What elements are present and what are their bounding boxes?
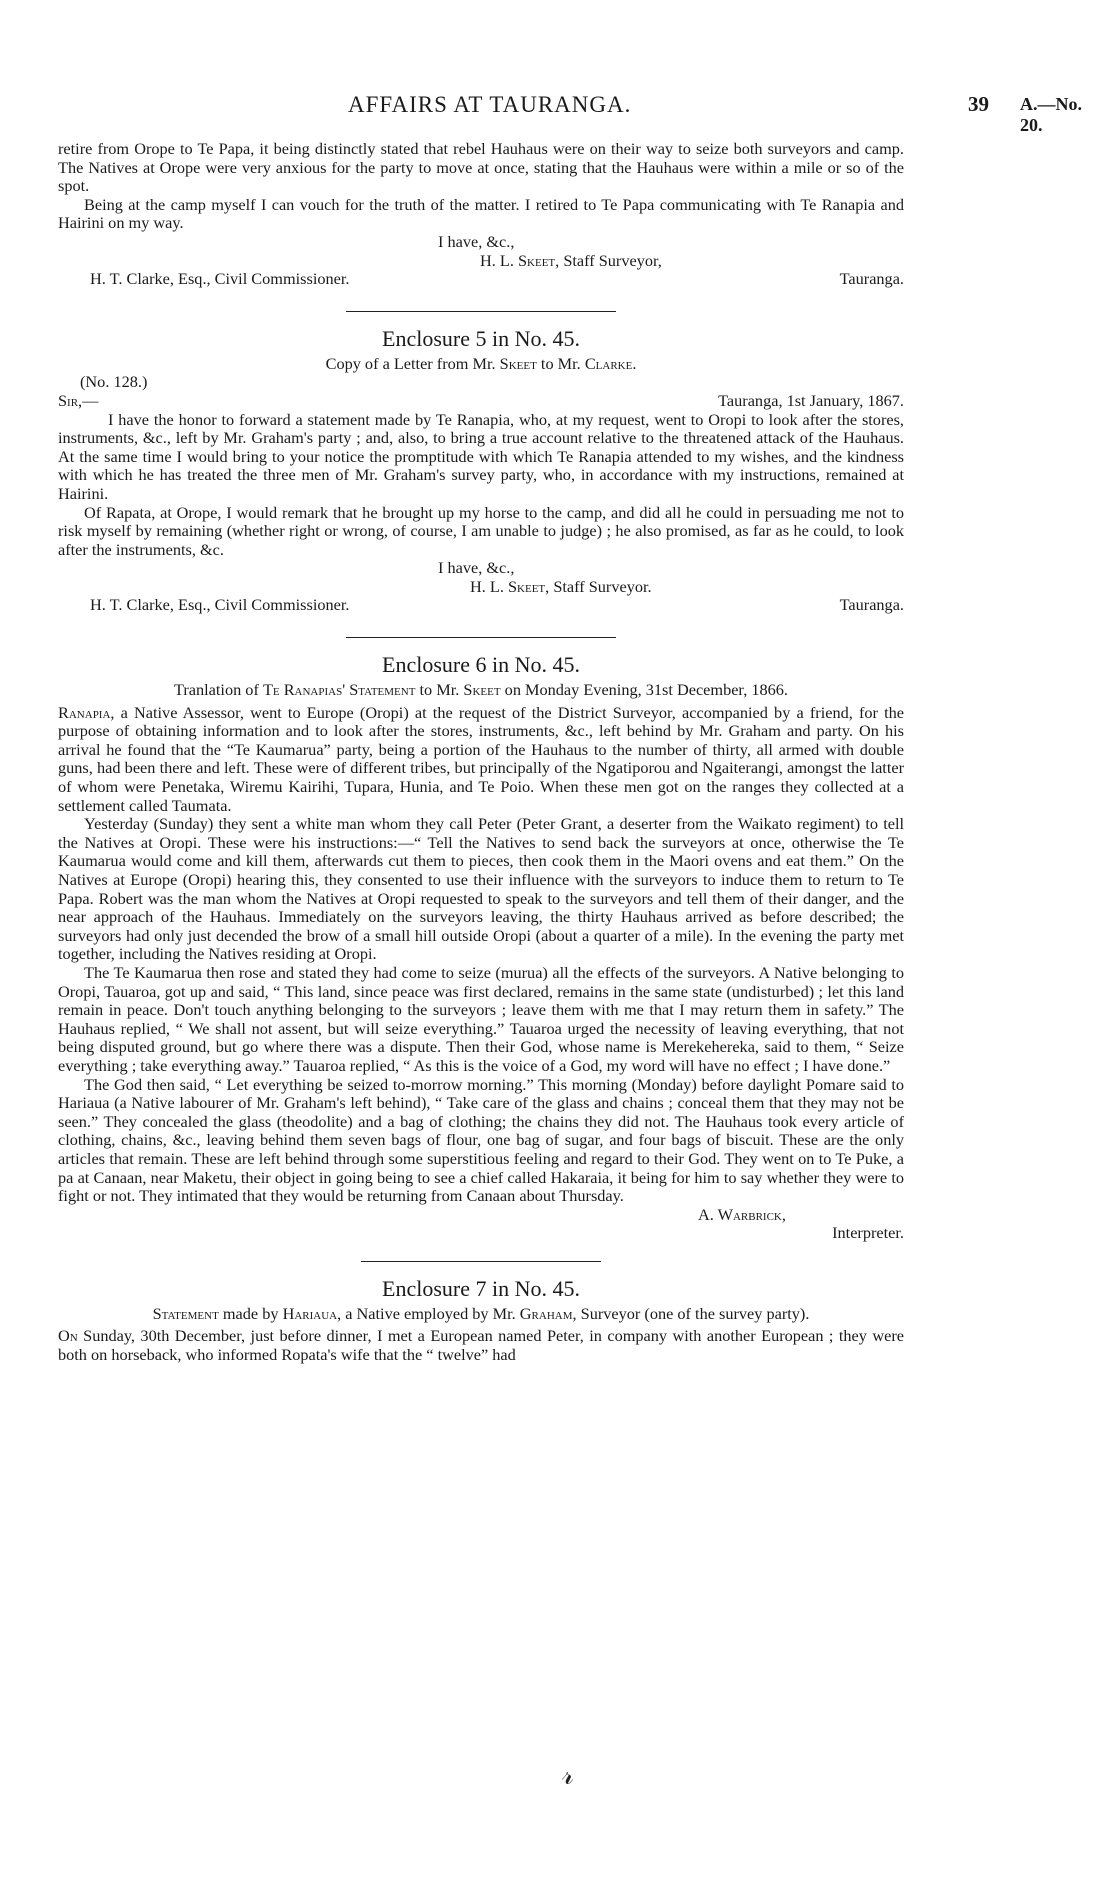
addressee-line [58,596,904,615]
enclosure-subtitle: Statement made by Hariaua, a Native employed by Mr. Graham, Surveyor (one of the survey party). [152,1303,810,1323]
paragraph: The God then said, “ Let everything be seized to-morrow morning.” This morning (Monday) before daylight Pomare said to Hariaua (a Native labourer of Mr. Graham's left behind), “ Take care of the glass and chains ; conceal them that they may not be seen.” They concealed the glass (theodolite) and a bag of clothing; the chains they did not. The Hauhaus took every article of clothing, chains, &c., leaving behind them seven bags of flour, one bag of sugar, and four bags of biscuit. These are the only articles that remain. These are left behind through some superstitious feeling and regard to their God. They went on to Te Puke, a pa at Canaan, near Maketu, their object in going being to see a chief called Hakaraia, it being for him to say whether they were to fight or not. They intimated that they would be returning from Canaan about Thursday. [58,1074,904,1206]
addressee: H. T. Clarke, Esq., Civil Commissioner. [90,269,350,289]
paragraph: I have the honor to forward a statement made by Te Ranapia, who, at my request, went to Oropi to look after the stores, instruments, &c., left by Mr. Graham's party ; and, also, to bring a true account relative to the threatened attack of the Hauhaus. At the same time I would bring to your notice the promptitude with which Te Ranapia attended to my wishes, and the kindness with which he has treated the three men of Mr. Graham's survey party, who, in accordance with my instructions, remained at Hairini. [58,409,904,503]
section-divider [361,1261,601,1262]
paragraph: Of Rapata, at Orope, I would remark that he brought up my horse to the camp, and did all he could in persuading me not to risk myself by remaining (whether right or wrong, of course, I am unable to judge) ; he also promised, as far as he could, to look after the instruments, &c. [58,502,904,559]
paragraph: On Sunday, 30th December, just before dinner, I met a European named Peter, in company with another European ; they were both on horseback, who informed Ropata's wife that the “ twelve” had [58,1326,904,1365]
place: Tauranga. [839,269,904,289]
document-reference: A.—No. 20. [1020,94,1082,135]
signature-line: H. L. Skeet, Staff Surveyor. [470,576,652,596]
enclosure-title: Enclosure 5 in No. 45. [382,325,580,351]
page-number: 39 [968,92,989,116]
signer-title: Interpreter. [832,1223,904,1243]
paragraph: Ranapia, a Native Assessor, went to Europe (Oropi) at the request of the District Surveyor, accompanied by a friend, for the purpose of obtaining information and to look after the stores, instruments, &c., left behind by Mr. Graham and party. On his arrival he found that the “Te Kaumarua” party, being a portion of the Hauhaus to the number of thirty, all armed with double guns, had been there and left. These were of different tribes, but principally of the Ngatiporou and Ngaiterangi, amongst the latter of whom were Penetaka, Wiremu Kairihi, Tupara, Hunia, and Te Poio. When these men got on the ranges they collected at a settlement called Taumata. [58,702,904,815]
enclosure-subtitle: Tranlation of Te Ranapias' Statement to Mr. Skeet on Monday Evening, 31st December, 1866. [174,680,788,700]
enclosure-title: Enclosure 6 in No. 45. [382,652,580,678]
enclosure-7 [58,1276,904,1365]
letter-continuation [58,140,904,289]
enclosure-6 [58,652,904,1243]
enclosure-5 [58,326,904,615]
running-title: AFFAIRS AT TAURANGA. [348,92,632,117]
letter-number: (No. 128.) [80,372,148,392]
place: Tauranga. [839,595,904,615]
enclosure-title: Enclosure 7 in No. 45. [382,1275,580,1301]
addressee-line [58,270,904,289]
signature-line: H. L. Skeet, Staff Surveyor, [480,250,662,270]
closing-line: I have, &c., [438,558,515,578]
addressee: H. T. Clarke, Esq., Civil Commissioner. [90,595,350,615]
letter-date: Tauranga, 1st January, 1867. [718,390,904,410]
signer: A. Warbrick, [698,1204,786,1224]
paragraph: retire from Orope to Te Papa, it being distinctly stated that rebel Hauhaus were on their way to seize both surveyors and camp. The Natives at Orope were very anxious for the party to move at once, stating that the Hauhaus were within a mile or so of the spot. [58,139,904,196]
enclosure-subtitle: Copy of a Letter from Mr. Skeet to Mr. Clarke. [325,353,637,373]
signer-title-line [58,1224,904,1243]
closing-line: I have, &c., [438,231,515,251]
salutation-line [58,392,904,411]
salutation: Sir,— [58,390,99,410]
letter-number-line [58,373,904,392]
page-header [58,92,1098,135]
section-divider [346,637,616,638]
paragraph: Being at the camp myself I can vouch for the truth of the matter. I retired to Te Papa communicating with Te Ranapia and Hairini on my way. [58,194,904,233]
ink-mark-decoration: 𝓇 [562,1760,574,1791]
signature-line [58,1206,904,1225]
paragraph: The Te Kaumarua then rose and stated they had come to seize (murua) all the effects of the surveyors. A Native belonging to Oropi, Tauaroa, got up and said, “ This land, since peace was first declared, remains in the same state (undisturbed) ; let this land remain in peace. Don't touch anything belonging to the surveyors ; leave them with me that I may return them in safety.” The Hauhaus replied, “ We shall not assent, but will seize everything.” Tauaroa urged the necessity of leaving everything, that not being disputed ground, but go where there was a dispute. Then their God, whose name is Merekehereka, said to them, “ Seize everything ; take everything away.” Tauaroa replied, “ As this is the voice of a God, my word will have no effect ; I have done.” [58,962,904,1075]
paragraph: Yesterday (Sunday) they sent a white man whom they call Peter (Peter Grant, a deserter from the Waikato regiment) to tell the Natives at Oropi. These were his instructions:—“ Tell the Natives to send back the surveyors at once, otherwise the Te Kaumarua would come and kill them, afterwards cut them to pieces, then cook them in the Maori ovens and eat them.” On the Natives at Europe (Oropi) hearing this, they consented to use their influence with the surveyors to induce them to return to Te Papa. Robert was the man whom the Natives at Oropi requested to speak to the surveyors and tell them of their danger, and the near approach of the Hauhaus. Immediately on the surveyors leaving, the thirty Hauhaus arrived as before described; the surveyors had only just decended the brow of a small hill outside Oropi (about a quarter of a mile). In the evening the party met together, including the Natives residing at Oropi. [58,814,904,964]
page-body [58,140,904,1365]
section-divider [346,311,616,312]
